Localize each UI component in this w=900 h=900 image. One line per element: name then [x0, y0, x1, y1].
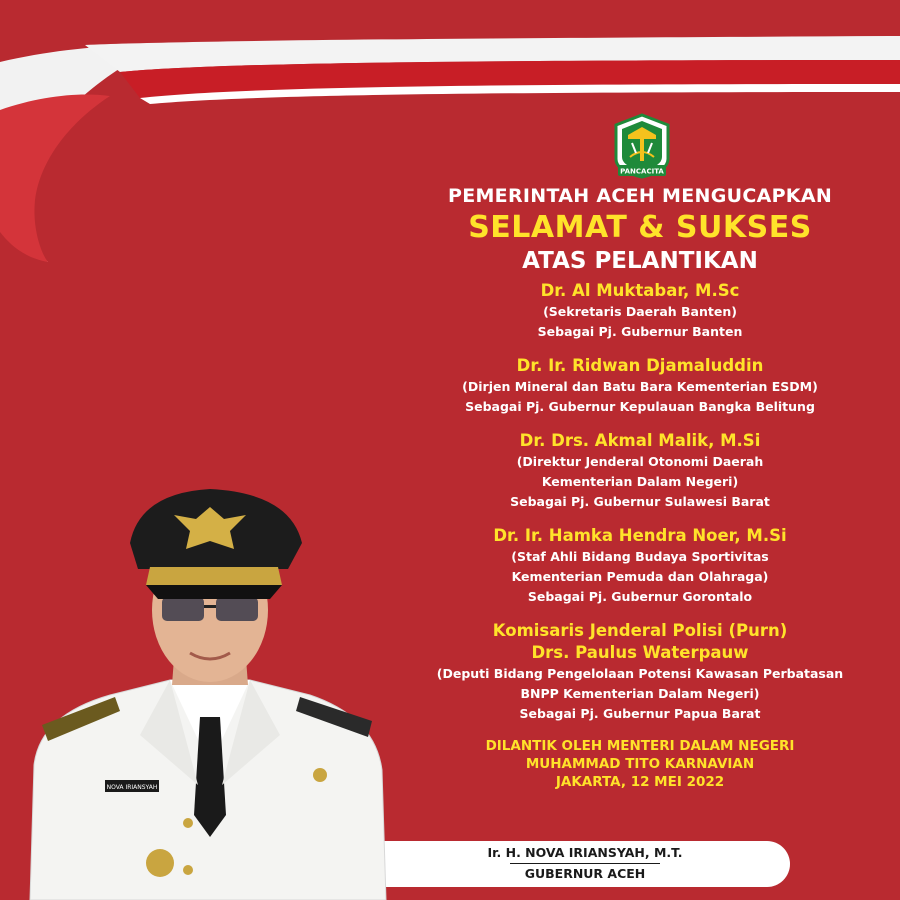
appointee-position: (Deputi Bidang Pengelolaan Potensi Kawasan Perbatasan [436, 666, 844, 681]
appointee-position: (Direktur Jenderal Otonomi Daerah [516, 454, 764, 469]
appointee-position: Kementerian Pemuda dan Olahraga) [511, 569, 769, 584]
pancacita-logo-icon [612, 113, 672, 179]
appointee-role: Sebagai Pj. Gubernur Sulawesi Barat [510, 494, 770, 509]
appointee-role: Sebagai Pj. Gubernur Papua Barat [519, 706, 761, 721]
appointee-name: Dr. Ir. Hamka Hendra Noer, M.Si [493, 526, 787, 545]
glasses-icon [162, 597, 204, 621]
signature-rule [510, 863, 660, 864]
appointee-entry [380, 280, 900, 342]
governor-portrait [20, 485, 400, 900]
greeting-content [380, 182, 900, 791]
footer-line-3: JAKARTA, 12 MEI 2022 [555, 774, 725, 790]
appointee-position: (Sekretaris Daerah Banten) [543, 304, 737, 319]
appointee-position: BNPP Kementerian Dalam Negeri) [520, 686, 760, 701]
greeting-intro: PEMERINTAH ACEH MENGUCAPKAN [447, 185, 833, 207]
nametag-text: NOVA IRIANSYAH [106, 784, 158, 791]
appointee-entry [380, 430, 900, 512]
appointee-name: Dr. Drs. Akmal Malik, M.Si [519, 431, 761, 450]
appointee-rank: Komisaris Jenderal Polisi (Purn) [492, 621, 788, 640]
inauguration-footer [380, 737, 900, 791]
signature-name: Ir. H. NOVA IRIANSYAH, M.T. [487, 845, 683, 860]
ribbon-curl-red [0, 95, 110, 262]
greeting-subtitle: ATAS PELANTIKAN [522, 248, 758, 274]
appointee-entry [380, 620, 900, 724]
appointee-position: Kementerian Dalam Negeri) [541, 474, 739, 489]
signature-bar [380, 841, 790, 887]
appointee-name: Dr. Al Muktabar, M.Sc [540, 281, 740, 300]
appointee-position: (Staf Ahli Bidang Budaya Sportivitas [511, 549, 769, 564]
signature-title: GUBERNUR ACEH [524, 866, 646, 881]
badge-icon [146, 849, 174, 877]
footer-line-2: MUHAMMAD TITO KARNAVIAN [525, 756, 755, 772]
appointee-name: Drs. Paulus Waterpauw [531, 643, 749, 662]
appointee-role: Sebagai Pj. Gubernur Gorontalo [527, 589, 753, 604]
appointee-position: (Dirjen Mineral dan Batu Bara Kementerian ESDM) [462, 379, 818, 394]
appointee-name: Dr. Ir. Ridwan Djamaluddin [516, 356, 764, 375]
footer-line-1: DILANTIK OLEH MENTERI DALAM NEGERI [485, 738, 795, 754]
appointee-entry [380, 525, 900, 607]
appointee-role: Sebagai Pj. Gubernur Banten [537, 324, 743, 339]
appointee-entry [380, 355, 900, 417]
greeting-headline: SELAMAT & SUKSES [468, 210, 812, 245]
logo-caption: PANCACITA [620, 167, 664, 176]
appointee-role: Sebagai Pj. Gubernur Kepulauan Bangka Belitung [465, 399, 815, 414]
